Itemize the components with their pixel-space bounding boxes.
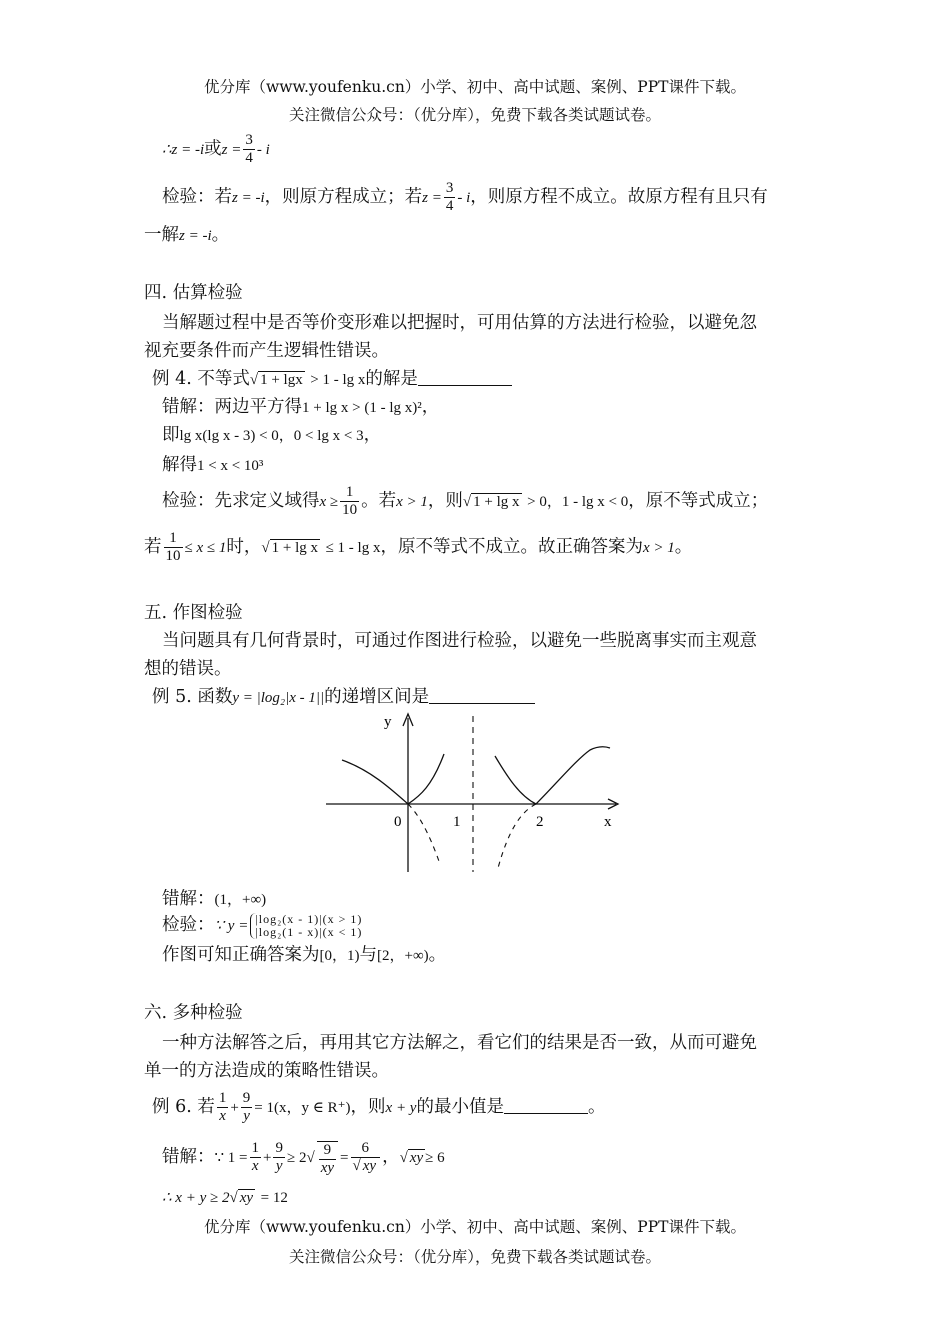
check-4-line-1: 检验：先求定义域得x ≥ $\frac{1}{10}$ 。若x > 1，则√ 1 + lg x > 0，1 - lg x < 0，原不等式成立； [162, 484, 769, 518]
function-graph [320, 708, 630, 878]
fraction-three-quarters-2: $\frac{3}{4}$ [445, 180, 454, 214]
answer-blank[interactable] [418, 367, 512, 386]
check-line-1: 检验：若z = -i，则原方程成立；若z = $\frac{3}{4}$ - i，则原方程不成立。故原方程有且只有 [162, 180, 768, 214]
wrong-solution-4: 错解：两边平方得1 + lg x > (1 - lg x)²， [162, 397, 440, 417]
tick-1-label: 1 [453, 814, 461, 830]
section-title-6: 六. 多种检验 [144, 1003, 243, 1023]
example-4: 例 4. 不等式√ 1 + lgx > 1 - lg x的解是 [152, 366, 512, 393]
curve-left [342, 754, 444, 804]
curve-left-dashed [408, 804, 440, 864]
section-6-para-2: 单一的方法造成的策略性错误。 [144, 1061, 389, 1081]
wrong-solution-5: 错解：(1，+∞) [162, 889, 267, 909]
fraction-three-quarters: $\frac{3}{4}$ [245, 132, 253, 166]
section-5-para-2: 想的错误。 [144, 659, 232, 679]
curve-right [495, 747, 610, 804]
step-4-1: 即lg x(lg x - 3) < 0，0 < lg x < 3， [162, 425, 382, 445]
origin-label: 0 [394, 814, 402, 830]
section-title-4: 四. 估算检验 [144, 283, 243, 303]
solution-z1: ∴z = -i [162, 142, 205, 158]
tick-2-label: 2 [536, 814, 544, 830]
section-6-para-1: 一种方法解答之后，再用其它方法解之，看它们的结果是否一致，从而可避免 [162, 1033, 757, 1053]
step-4-2: 解得1 < x < 10³ [162, 455, 264, 475]
footer-line-1: 优分库（www.youfenku.cn）小学、初中、高中试题、案例、PPT课件下载。 [203, 1218, 747, 1236]
section-4-para-2: 视充要条件而产生逻辑性错误。 [144, 341, 389, 361]
piecewise-brace: |log₂(x - 1)|(x > 1) |log₂(1 - x)|(x < 1) [250, 913, 362, 939]
example-6: 例 6. 若 $\frac{1}{x}$ + $\frac{9}{y}$ = 1(x，y ∈ R⁺)，则x + y的最小值是 。 [152, 1090, 606, 1124]
last-line-6: ∴ x + y ≥ 2√ xy = 12 [162, 1190, 288, 1206]
wrong-solution-6: 错解：∵ 1 = $\frac{1}{x}$ + $\frac{9}{y}$ ≥ 2√ $\frac{9}{xy}$ = $\frac{6}{√ xy}$ ，√ xy ≥ 6 [162, 1140, 445, 1176]
solution-z2: z = [221, 142, 242, 158]
section-title-5: 五. 作图检验 [144, 603, 243, 623]
check-5: 检验：∵ y = |log₂(x - 1)|(x > 1) |log₂(1 - x)|(x < 1) [162, 911, 363, 939]
y-label: y [384, 714, 392, 730]
footer-line-2: 关注微信公众号：（优分库），免费下载各类试题试卷。 [288, 1248, 661, 1266]
solution-or: 或 [204, 139, 222, 159]
conclusion-5: 作图可知正确答案为[0，1)与[2，+∞)。 [162, 945, 447, 965]
check-4-line-2: 若 $\frac{1}{10}$ ≤ x ≤ 1时，√ 1 + lg x ≤ 1 - lg x，原不等式不成立。故正确答案为x > 1。 [144, 530, 693, 564]
x-label: x [604, 814, 612, 830]
section-4-para-1: 当解题过程中是否等价变形难以把握时，可用估算的方法进行检验，以避免忽 [162, 313, 757, 333]
header-line-1: 优分库（www.youfenku.cn）小学、初中、高中试题、案例、PPT课件下载。 [203, 78, 747, 96]
check-line-2: 一解z = -i。 [144, 225, 230, 245]
section-5-para-1: 当问题具有几何背景时，可通过作图进行检验，以避免一些脱离事实而主观意 [162, 631, 757, 651]
example-5: 例 5. 函数y = |log₂|x - 1||的递增区间是 [152, 684, 535, 711]
solution-line: ∴z = -i或z = $\frac{3}{4}$ - i [162, 132, 270, 166]
answer-blank-6[interactable] [504, 1095, 588, 1114]
answer-blank-5[interactable] [429, 685, 535, 704]
curve-right-dashed [498, 804, 536, 868]
header-line-2: 关注微信公众号：（优分库），免费下载各类试题试卷。 [288, 106, 661, 124]
